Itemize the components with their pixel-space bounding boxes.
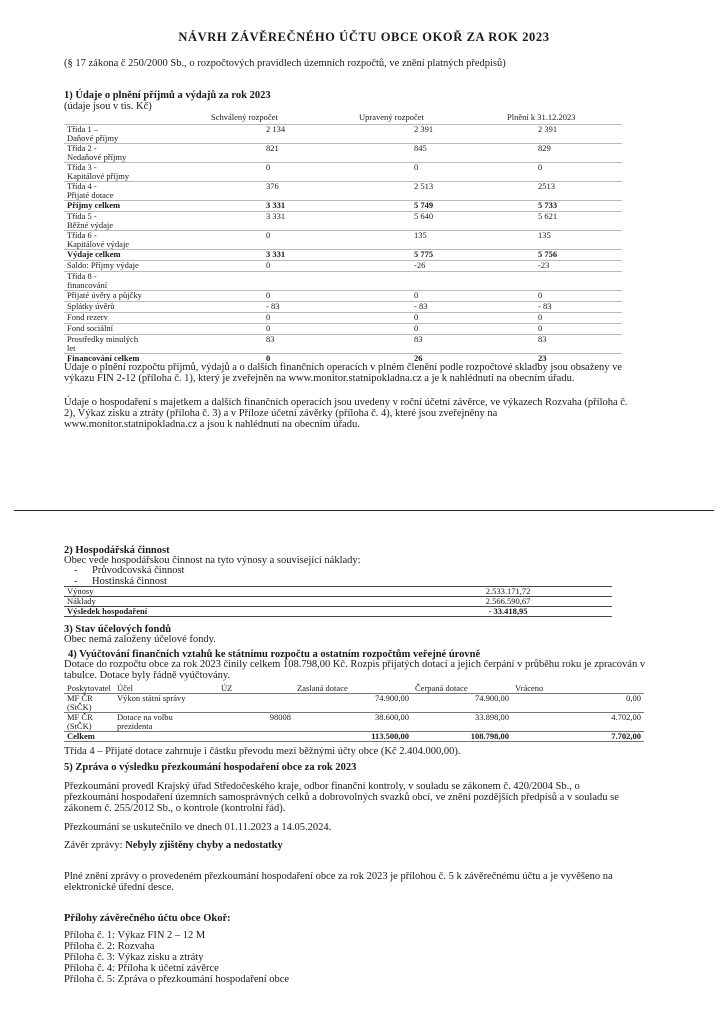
budget-row-label-line: Třída 6 - — [67, 229, 97, 240]
grants-provider-line: Celkem — [67, 731, 95, 741]
budget-row — [64, 312, 622, 323]
section-1-paragraph-1: Údaje o plnění rozpočtu příjmů, výdajů a o dalších finančních operacích v plném členění podle rozpočtové skladby jsou obsaženy ve výkazu FIN 2-12 (příloha č. 1), který je zveřejněn na www.monitor.statnipokladna.cz a je k nahlédnutí na obecním úřadu. — [64, 362, 623, 384]
grants-returned-line: 7.702,00 — [611, 731, 641, 741]
budget-row-label-line: Třída 1 – — [67, 123, 99, 134]
grants-sent — [294, 694, 412, 713]
result-value: 2.566.590,67 — [485, 596, 531, 606]
budget-row-label-line: Fond rezerv — [67, 311, 108, 322]
grants-purpose-line: Dotace na volbu — [117, 712, 173, 722]
budget-table — [64, 113, 622, 364]
grants-col-uz: ÚZ — [221, 683, 233, 693]
budget-cell: 2513 — [538, 180, 555, 191]
budget-cell: - 83 — [414, 300, 428, 311]
budget-cell: 0 — [266, 352, 271, 363]
budget-row-label — [64, 323, 208, 334]
grants-purpose — [114, 732, 218, 742]
budget-row-label — [64, 124, 208, 143]
budget-cell: 3 331 — [266, 199, 286, 210]
budget-row-label — [64, 162, 208, 181]
budget-row-label — [64, 181, 208, 200]
section-4-note: Třída 4 – Přijaté dotace zahrnuje i částku převodu mezi běžnými účty obce (Kč 2.404.000,00). — [64, 746, 461, 757]
result-label: Náklady — [67, 596, 96, 606]
budget-cell: 0 — [414, 311, 419, 322]
budget-row-label-line: Příjmy celkem — [67, 199, 121, 210]
budget-cell: 0 — [414, 322, 419, 333]
budget-cell: 0 — [538, 311, 543, 322]
budget-row-label-line: let — [67, 342, 76, 353]
grants-provider-line: MF ČR — [67, 712, 93, 722]
intro-text: (§ 17 zákona č 250/2000 Sb., o rozpočtových pravidlech územních rozpočtů, ve znění platných předpisů) — [64, 58, 506, 69]
budget-cell: 0 — [538, 289, 543, 300]
grants-used-line: 74.900,00 — [475, 693, 509, 703]
budget-row-label-line: Kapitálové výdaje — [67, 238, 130, 249]
grants-col-purpose: Účel — [117, 683, 134, 693]
budget-row — [64, 323, 622, 334]
budget-row — [64, 249, 622, 260]
grants-col-returned: Vráceno — [515, 683, 544, 693]
attachment-item: Příloha č. 2: Rozvaha — [64, 941, 155, 952]
grants-uz-line: 98008 — [269, 712, 291, 722]
budget-row-label-line: Saldo: Příjmy výdaje — [67, 259, 139, 270]
budget-cell: 5 621 — [538, 210, 558, 221]
attachments-list — [64, 930, 289, 985]
budget-row-label-line: Třída 2 - — [67, 142, 97, 153]
budget-cell: - 83 — [266, 300, 280, 311]
grants-table — [64, 684, 644, 742]
result-value: 2.533.171,72 — [485, 586, 531, 596]
budget-cell: 0 — [266, 322, 271, 333]
budget-cell: 2 134 — [266, 123, 286, 134]
budget-cell: 821 — [266, 142, 279, 153]
grants-col-sent: Zaslaná dotace — [297, 683, 348, 693]
grants-used — [412, 694, 512, 713]
grants-provider-line: MF ČR — [67, 693, 93, 703]
budget-cell: 5 640 — [414, 210, 434, 221]
budget-row-label-line: financování — [67, 279, 108, 290]
activity-list — [64, 565, 184, 587]
budget-row-label-line: Daňové příjmy — [67, 132, 119, 143]
budget-row-label — [64, 143, 208, 162]
grants-row — [64, 713, 644, 732]
budget-cell — [504, 271, 622, 290]
budget-row — [64, 162, 622, 181]
budget-row-label — [64, 271, 208, 290]
section-4-text: Dotace do rozpočtu obce za rok 2023 činily celkem 108.798,00 Kč. Rozpis přijatých dotací a jejich čerpání v průběhu roku je zpracován v tabulce. Dotace byly řádně vyúčtovány. — [64, 659, 646, 681]
conclusion-value: Nebyly zjištěny chyby a nedostatky — [125, 840, 283, 851]
budget-row — [64, 230, 622, 249]
budget-row — [64, 211, 622, 230]
section-1-units: (údaje jsou v tis. Kč) — [64, 101, 152, 112]
budget-cell: 135 — [538, 229, 551, 240]
budget-header-empty — [64, 113, 208, 124]
budget-col-actual: Plnění k 31.12.2023 — [507, 112, 576, 122]
budget-cell: 2 391 — [414, 123, 434, 134]
grants-sent — [294, 732, 412, 742]
budget-row-label-line: Třída 4 - — [67, 180, 97, 191]
grants-provider — [64, 694, 114, 713]
budget-row — [64, 143, 622, 162]
attachment-item: Příloha č. 4: Příloha k účetní závěrce — [64, 963, 219, 974]
section-5-paragraph-1: Přezkoumání provedl Krajský úřad Středočeského kraje, odbor finanční kontroly, v souladu se zákonem č. 420/2004 Sb., o přezkoumání hospodaření územních samosprávných celků a dobrovolných svazků obcí, ve znění pozdějších předpisů a v souladu se zákonem č. 255/2012 Sb., o kontrole (kontrolní řád). — [64, 781, 619, 814]
attachment-item: Příloha č. 1: Výkaz FIN 2 – 12 M — [64, 930, 206, 941]
budget-row-label-line: Běžné výdaje — [67, 219, 114, 230]
grants-col-provider: Poskytovatel — [67, 683, 111, 693]
section-5-heading: 5) Zpráva o výsledku přezkoumání hospodaření obce za rok 2023 — [64, 762, 357, 773]
budget-cell: -23 — [538, 259, 550, 270]
grants-purpose — [114, 713, 218, 732]
budget-row-label-line: Přijaté úvěry a půjčky — [67, 289, 142, 300]
grants-used-line: 108.798,00 — [470, 731, 509, 741]
section-4-heading: 4) Vyúčtování finančních vztahů ke státnímu rozpočtu a ostatním rozpočtům veřejné úrovně — [68, 649, 481, 660]
budget-row-label-line: Financování celkem — [67, 352, 140, 363]
section-2-text: Obec vede hospodářskou činnost na tyto výnosy a související náklady: — [64, 555, 361, 566]
conclusion-label: Závěr zprávy: — [64, 840, 123, 851]
grants-sent-line: 38.600,00 — [375, 712, 409, 722]
attachments-heading: Přílohy závěrečného účtu obce Okoř: — [64, 913, 231, 924]
page-break-line — [14, 510, 714, 511]
budget-cell: 5 775 — [414, 248, 434, 259]
section-2-heading: 2) Hospodářská činnost — [64, 545, 170, 556]
grants-sent-line: 113.500,00 — [371, 731, 409, 741]
budget-row — [64, 124, 622, 143]
budget-cell: 0 — [266, 229, 271, 240]
budget-cell — [208, 271, 356, 290]
grants-uz — [218, 713, 294, 732]
activity-item: - Průvodcovská činnost — [64, 565, 184, 576]
grants-used — [412, 713, 512, 732]
budget-cell: 135 — [414, 229, 427, 240]
budget-row-label-line: Třída 8 - — [67, 270, 97, 281]
grants-col-used: Čerpaná dotace — [415, 683, 468, 693]
section-5-conclusion — [64, 840, 283, 851]
budget-row-label — [64, 200, 208, 211]
budget-cell: 23 — [538, 352, 547, 363]
budget-cell: 376 — [266, 180, 279, 191]
budget-cell: 83 — [266, 333, 275, 344]
grants-provider-line: (StČK) — [67, 721, 92, 731]
budget-row-label — [64, 260, 208, 271]
budget-row-label-line: Třída 5 - — [67, 210, 97, 221]
budget-col-adjusted: Upravený rozpočet — [359, 112, 424, 122]
economic-result-table — [64, 586, 612, 617]
result-label: Výnosy — [67, 586, 94, 596]
result-label: Výsledek hospodaření — [67, 606, 148, 616]
budget-row — [64, 181, 622, 200]
budget-row — [64, 260, 622, 271]
grants-purpose — [114, 694, 218, 713]
budget-cell: -26 — [414, 259, 426, 270]
section-1-heading: 1) Údaje o plnění příjmů a výdajů za rok 2023 — [64, 90, 271, 101]
section-3-heading: 3) Stav účelových fondů — [64, 624, 172, 635]
grants-sent — [294, 713, 412, 732]
grants-purpose-line: prezidenta — [117, 721, 153, 731]
budget-cell: 0 — [538, 322, 543, 333]
activity-item: - Hostinská činnost — [64, 576, 184, 587]
section-5-paragraph-2: Přezkoumání se uskutečnilo ve dnech 01.11.2023 a 14.05.2024. — [64, 822, 332, 833]
budget-cell — [356, 271, 504, 290]
budget-row-label-line: Třída 3 - — [67, 161, 97, 172]
grants-returned-line: 4.702,00 — [611, 712, 641, 722]
budget-row-label-line: Výdaje celkem — [67, 248, 121, 259]
grants-uz — [218, 732, 294, 742]
budget-row-label-line: Kapitálové příjmy — [67, 170, 130, 181]
budget-cell: 5 756 — [538, 248, 558, 259]
budget-row-label-line: Prostředky minulých — [67, 333, 139, 344]
budget-cell: 0 — [538, 161, 543, 172]
budget-col-approved: Schválený rozpočet — [211, 112, 278, 122]
budget-row — [64, 290, 622, 301]
grants-provider — [64, 732, 114, 742]
budget-row-label — [64, 312, 208, 323]
budget-row-label-line: Fond sociální — [67, 322, 114, 333]
budget-row-label — [64, 249, 208, 260]
budget-cell: 0 — [266, 259, 271, 270]
budget-cell: 5 733 — [538, 199, 558, 210]
budget-cell: 5 749 — [414, 199, 434, 210]
grants-row — [64, 694, 644, 713]
budget-row-label-line: Přijaté dotace — [67, 189, 114, 200]
budget-cell: 83 — [414, 333, 423, 344]
budget-cell: 2 513 — [414, 180, 434, 191]
budget-cell: 0 — [266, 289, 271, 300]
budget-cell: 2 391 — [538, 123, 558, 134]
grants-provider-line: (StČK) — [67, 702, 92, 712]
attachment-item: Příloha č. 3: Výkaz zisku a ztráty — [64, 952, 204, 963]
section-3-text: Obec nemá založeny účelové fondy. — [64, 634, 216, 645]
budget-row — [64, 301, 622, 312]
budget-row — [64, 271, 622, 290]
budget-cell: 3 331 — [266, 248, 286, 259]
attachment-item: Příloha č. 5: Zpráva o přezkoumání hospodaření obce — [64, 974, 290, 985]
budget-row-label — [64, 230, 208, 249]
grants-returned — [512, 713, 644, 732]
budget-cell: 829 — [538, 142, 551, 153]
budget-row-label-line: Splátky úvěrů — [67, 300, 115, 311]
budget-cell: 0 — [414, 289, 419, 300]
grants-row — [64, 732, 644, 742]
budget-row-label-line: Nedaňové příjmy — [67, 151, 127, 162]
grants-returned-line: 0,00 — [626, 693, 641, 703]
grants-sent-line: 74.900,00 — [375, 693, 409, 703]
section-1-paragraph-2: Údaje o hospodaření s majetkem a dalších finančních operacích jsou uvedeny v roční účetní závěrce, ve výkazech Rozvaha (příloha č. 2), Výkaz zisku a ztráty (příloha č. 3) a v Příloze účetní závěrky (příloha č. 4), které jsou zveřejněny na www.monitor.statnipokladna.cz a jsou k nahlédnutí na obecním úřadu. — [64, 397, 628, 430]
grants-purpose-line: Výkon státní správy — [117, 693, 186, 703]
budget-cell: 0 — [414, 161, 419, 172]
page-title: NÁVRH ZÁVĚREČNÉHO ÚČTU OBCE OKOŘ ZA ROK 2023 — [178, 30, 550, 44]
budget-cell: 83 — [538, 333, 547, 344]
budget-cell: 26 — [414, 352, 423, 363]
budget-row — [64, 200, 622, 211]
budget-cell: - 83 — [538, 300, 552, 311]
budget-cell: 845 — [414, 142, 427, 153]
section-5-paragraph-4: Plné znění zprávy o provedeném přezkoumání hospodaření obce za rok 2023 je přílohou č. 5 k závěrečnému účtu a je vyvěšeno na elektronické úřední desce. — [64, 871, 613, 893]
budget-cell: 0 — [266, 161, 271, 172]
grants-returned — [512, 732, 644, 742]
grants-provider — [64, 713, 114, 732]
grants-uz — [218, 694, 294, 713]
budget-row — [64, 334, 622, 353]
budget-row-label — [64, 334, 208, 353]
grants-used-line: 33.898,00 — [475, 712, 509, 722]
grants-returned — [512, 694, 644, 713]
budget-row-label — [64, 211, 208, 230]
budget-row-label — [64, 290, 208, 301]
budget-cell: 0 — [266, 311, 271, 322]
budget-row-label — [64, 301, 208, 312]
grants-used — [412, 732, 512, 742]
budget-cell: 3 331 — [266, 210, 286, 221]
result-value: - 33.418,95 — [488, 606, 528, 616]
